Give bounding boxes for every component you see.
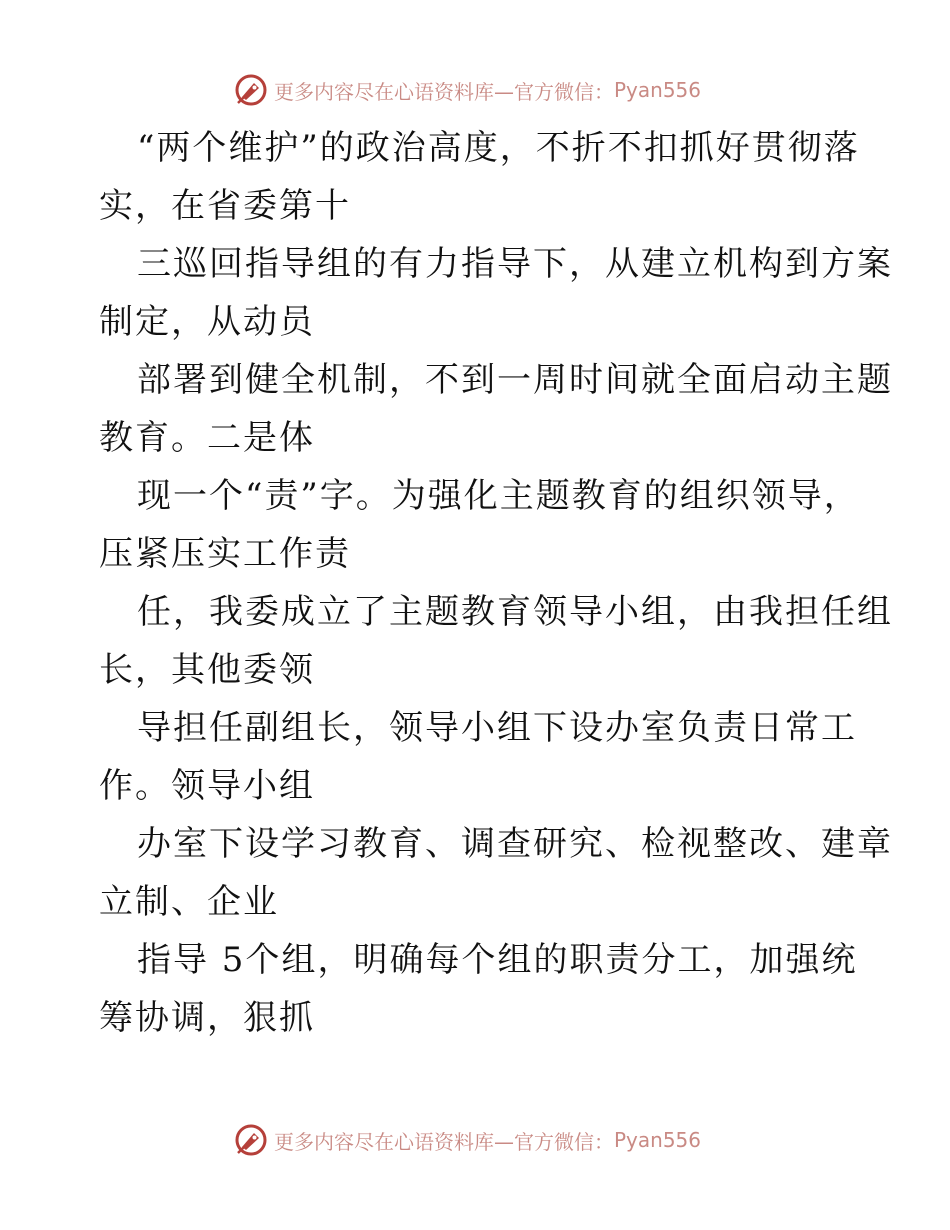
footer-banner-text: 更多内容尽在心语资料库—官方微信： <box>274 1129 614 1154</box>
text-line: 办室下设学习教育、调查研究、检视整改、建章 <box>137 824 893 864</box>
footer-banner <box>234 1120 701 1160</box>
text-line: 部署到健全机制，不到一周时间就全面启动主题 <box>137 360 893 400</box>
text-line: 任，我委成立了主题教育领导小组，由我担任组 <box>137 592 893 632</box>
text-line: 导担任副组长，领导小组下设办室负责日常工 <box>137 708 857 748</box>
text-line: 指导 5个组，明确每个组的职责分工，加强统 <box>137 940 858 980</box>
pen-nib-logo-icon <box>234 73 268 107</box>
text-line: “两个维护”的政治高度，不折不扣抓好贯彻落 <box>137 128 860 168</box>
text-line: 压紧压实工作责 <box>99 534 351 574</box>
header-banner <box>234 70 701 110</box>
text-line: 教育。二是体 <box>99 418 315 458</box>
text-line: 现一个“责”字。为强化主题教育的组织领导， <box>137 476 860 516</box>
header-wechat-id: Pyan556 <box>614 78 702 102</box>
header-banner-text: 更多内容尽在心语资料库—官方微信： <box>274 79 614 104</box>
text-line: 三巡回指导组的有力指导下，从建立机构到方案 <box>137 244 893 284</box>
text-line: 长，其他委领 <box>99 650 315 690</box>
text-line: 制定，从动员 <box>99 302 315 342</box>
text-line: 筹协调，狠抓 <box>99 998 315 1038</box>
pen-nib-logo-icon <box>234 1123 268 1157</box>
text-line: 实，在省委第十 <box>99 186 351 226</box>
text-line: 立制、企业 <box>99 882 279 922</box>
text-line: 作。领导小组 <box>99 766 315 806</box>
footer-wechat-id: Pyan556 <box>614 1128 702 1152</box>
